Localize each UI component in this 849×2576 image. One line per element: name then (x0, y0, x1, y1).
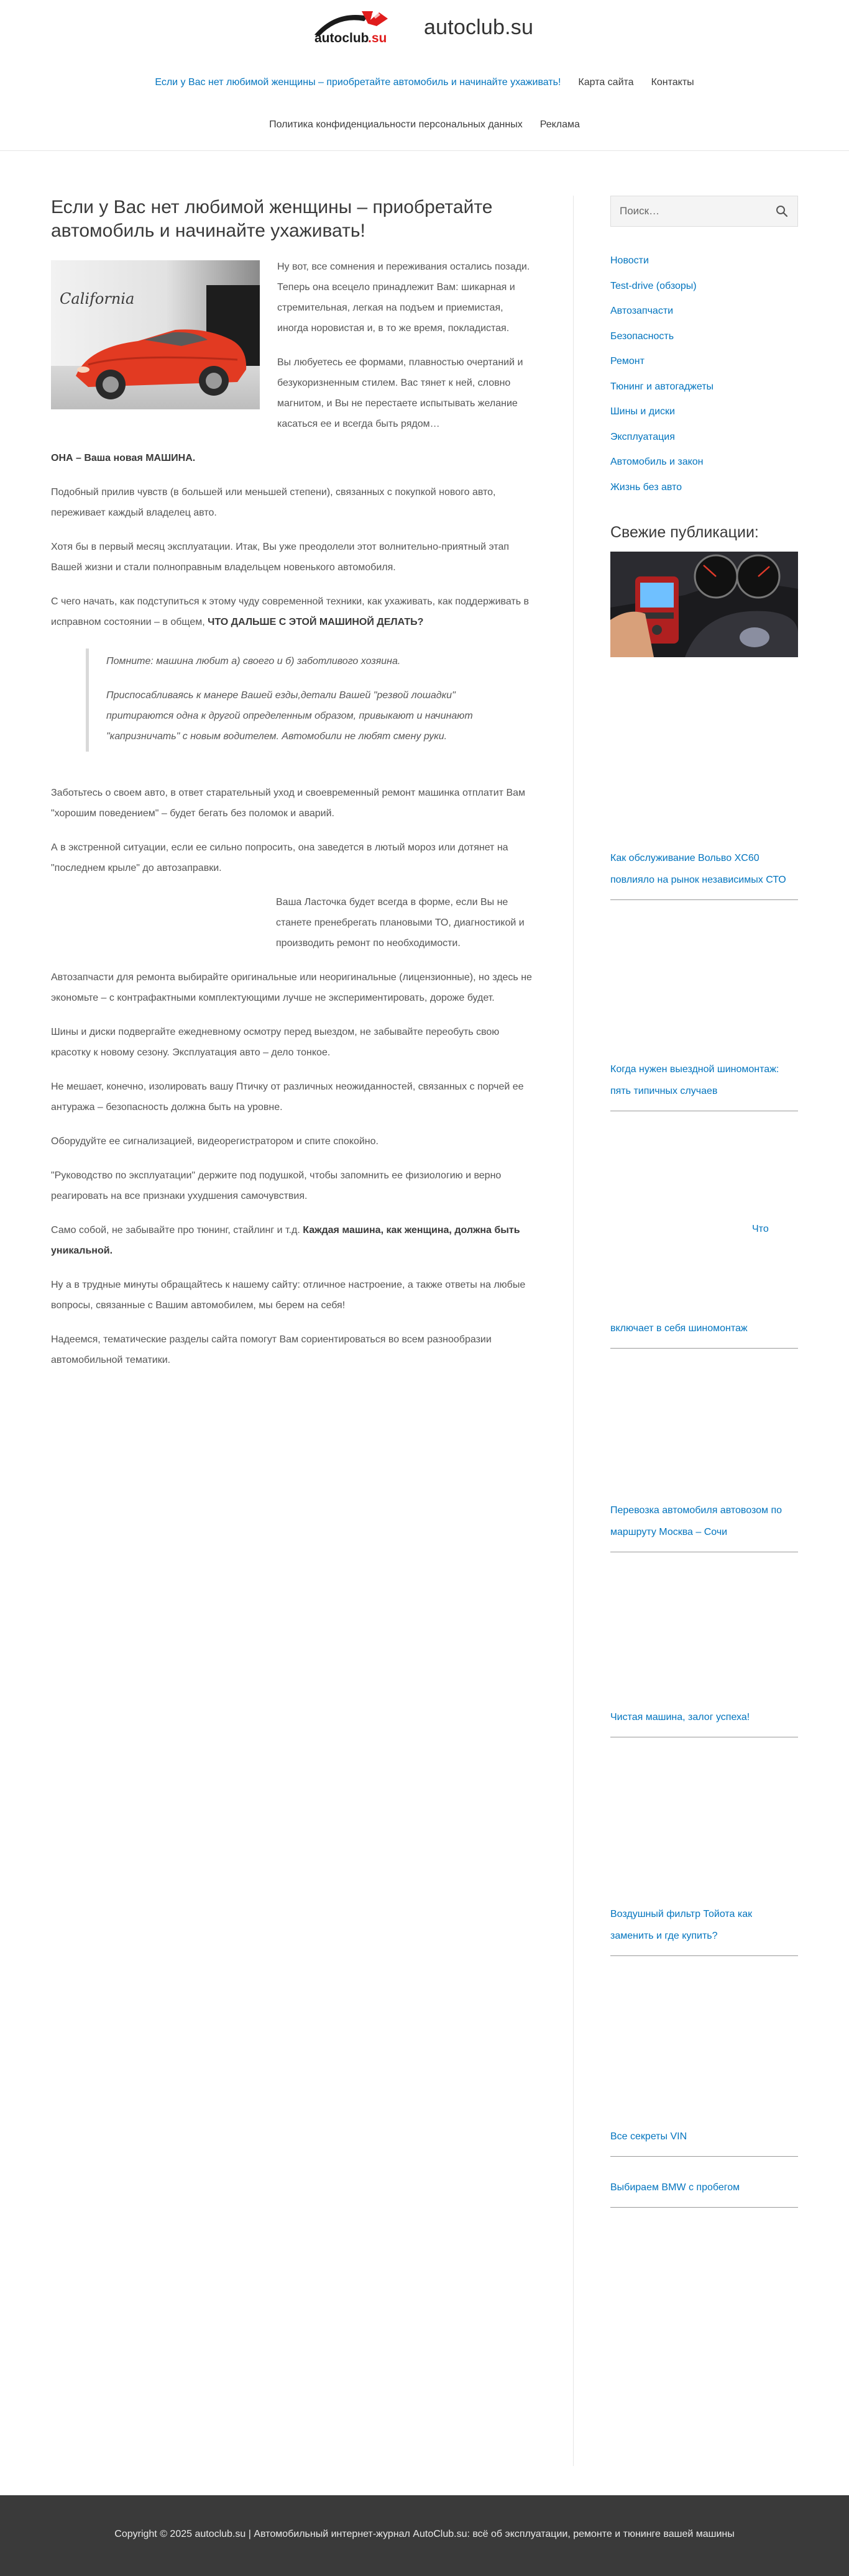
article-paragraph: Вы любуетесь ее формами, плавностью очертаний и безукоризненным стилем. Вас тянет к ней, словно магнитом, и Вы не перестаете испытывать желание касаться ее и всегда быть рядом… (277, 357, 523, 429)
category-item (610, 406, 798, 418)
article-paragraph: Хотя бы в первый месяц эксплуатации. Итак, Вы уже преодолели этот волнительно-приятный этап Вашей жизни и стали полноправным владельцем новенького автомобиля. (51, 542, 510, 573)
nav-item-contacts[interactable]: Контакты (651, 77, 694, 88)
featured-image-red-sports-car (51, 260, 260, 409)
post-divider (610, 899, 798, 900)
article-blockquote (86, 649, 536, 752)
recent-post (610, 2177, 798, 2208)
recent-post (610, 2126, 798, 2157)
primary-nav-row-2 (0, 119, 849, 130)
article-emphasis: Каждая машина, как женщина, должна быть уникальной. (51, 1225, 520, 1256)
recent-posts-title: Свежие публикации: (610, 523, 759, 541)
category-item (610, 305, 798, 317)
article-paragraph: Не мешает, конечно, изолировать вашу Птичку от различных неожиданностей, связанных с порчей ее антуража – безопасность должна быть на уровне. (51, 1081, 524, 1113)
recent-post (610, 1706, 798, 1737)
site-branding (311, 7, 533, 47)
site-logo[interactable] (311, 7, 392, 47)
category-item (610, 456, 798, 468)
article-paragraph: Ваша Ласточка будет всегда в форме, если Вы не станете пренебрегать плановыми ТО, диагностикой и производить ремонт по необходимости. (276, 897, 525, 949)
search-input[interactable] (611, 196, 771, 226)
category-link-parts[interactable]: Автозапчасти (610, 306, 674, 316)
primary-nav-row-1 (0, 77, 849, 88)
post-divider (610, 2156, 798, 2157)
recent-post-link[interactable]: Как обслуживание Вольво XC60 повлияло на рынок независимых СТО (610, 853, 786, 885)
post-thumbnail-diagnostics[interactable] (610, 552, 798, 657)
recent-post-link[interactable]: Выбираем BMW с пробегом (610, 2182, 740, 2193)
article-emphasis: ЧТО ДАЛЬШЕ С ЭТОЙ МАШИНОЙ ДЕЛАТЬ? (208, 617, 424, 627)
recent-post (610, 1218, 798, 1240)
article-paragraph: Оборудуйте ее сигнализацией, видеорегистратором и спите спокойно. (51, 1136, 379, 1147)
category-item (610, 355, 798, 368)
recent-post-link[interactable]: Когда нужен выездной шиномонтаж: пять типичных случаев (610, 1064, 779, 1096)
recent-post (610, 1058, 798, 1111)
category-item (610, 255, 798, 267)
recent-post-link[interactable]: Перевозка автомобиля автовозом по маршруту Москва – Сочи (610, 1505, 782, 1537)
search-icon[interactable] (775, 204, 789, 218)
footer-copyright: Copyright © 2025 autoclub.su | Автомобильный интернет-журнал AutoClub.su: всё об эксплуатации, ремонте и тюнинге вашей машины (114, 2529, 735, 2539)
site-header (0, 0, 849, 151)
site-title[interactable]: autoclub.su (424, 15, 534, 39)
category-link-life[interactable]: Жизнь без авто (610, 481, 682, 493)
recent-post-link[interactable]: Чистая машина, залог успеха! (610, 1712, 750, 1723)
recent-post-link[interactable]: Все секреты VIN (610, 2131, 687, 2142)
content-area (0, 151, 849, 2495)
site-footer (0, 2495, 849, 2576)
category-item (610, 381, 798, 393)
category-item (610, 481, 798, 494)
search-form (610, 196, 798, 227)
recent-post (610, 1318, 798, 1349)
category-link-safety[interactable]: Безопасность (610, 330, 674, 342)
article-text: С чего начать, как подступиться к этому чуду современной техники, как ухаживать, как поддерживать в исправном состоянии – в общем, (51, 596, 530, 627)
recent-post-link[interactable]: Воздушный фильтр Тойота как заменить и где купить? (610, 1909, 753, 1941)
article-paragraph: "Руководство по эксплуатации" держите под подушкой, чтобы запомнить ее физиологию и верно реагировать на все признаки ухудшения самочувствия. (51, 1170, 502, 1201)
sidebar-divider (573, 196, 574, 2466)
category-link-operation[interactable]: Эксплуатация (610, 431, 675, 442)
post-divider (610, 2207, 798, 2208)
category-item (610, 431, 798, 444)
category-link-news[interactable]: Новости (610, 255, 649, 266)
image-caption-text: California (60, 290, 135, 307)
article-title: Если у Вас нет любимой женщины – приобретайте автомобиль и начинайте ухаживать! (51, 197, 493, 241)
category-list (610, 255, 798, 494)
post-divider (610, 1955, 798, 1956)
recent-post (610, 1500, 798, 1552)
recent-post (610, 847, 798, 900)
recent-post (610, 1903, 798, 1956)
article-paragraph: Надеемся, тематические разделы сайта помогут Вам сориентироваться во всем разнообразии автомобильной тематики. (51, 1334, 492, 1365)
article-paragraph-highlight: ОНА – Ваша новая МАШИНА. (51, 453, 196, 463)
article-body (51, 257, 536, 1370)
post-divider (610, 1348, 798, 1349)
article-paragraph: Ну вот, все сомнения и переживания остались позади. Теперь она всецело принадлежит Вам: шикарная и стремительная, легкая на подъем и приемистая, иногда норовистая и, в то же время, покладистая. (277, 262, 530, 334)
logo-text: autoclub (314, 31, 369, 45)
category-link-test-drive[interactable]: Test-drive (обзоры) (610, 280, 697, 291)
nav-item-advertising[interactable]: Реклама (539, 119, 580, 130)
article-paragraph: Ну а в трудные минуты обращайтесь к нашему сайту: отличное настроение, а также ответы на любые вопросы, связанные с Вашим автомобилем, мы берем на себя! (51, 1280, 526, 1311)
nav-item-privacy-policy[interactable]: Политика конфиденциальности персональных данных (269, 119, 523, 130)
category-item (610, 280, 798, 293)
nav-item-sitemap[interactable]: Карта сайта (578, 77, 634, 88)
sidebar (610, 196, 798, 2193)
article-paragraph: Автозапчасти для ремонта выбирайте оригинальные или неоригинальные (лицензионные), но здесь не экономьте – с контрафактными комплектующими лучше не экспериментировать, дороже будет. (51, 972, 532, 1003)
category-link-law[interactable]: Автомобиль и закон (610, 457, 704, 467)
article-text: Само собой, не забывайте про тюнинг, стайлинг и т.д. (51, 1225, 300, 1236)
recent-post-link[interactable]: Что (752, 1224, 769, 1234)
article-paragraph (51, 591, 536, 632)
article-paragraph: Шины и диски подвергайте ежедневному осмотру перед выездом, не забывайте переобуть свою красотку к новому сезону. Эксплуатация авто – дело тонкое. (51, 1027, 500, 1058)
main-article (51, 196, 536, 1384)
article-paragraph (51, 1220, 536, 1261)
recent-post-link[interactable]: включает в себя шиномонтаж (610, 1323, 748, 1334)
category-item (610, 330, 798, 343)
article-paragraph: Подобный прилив чувств (в большей или меньшей степени), связанных с покупкой нового авто, переживает каждый владелец авто. (51, 487, 496, 518)
category-link-tuning[interactable]: Тюнинг и автогаджеты (610, 381, 714, 392)
nav-item-home-article[interactable]: Если у Вас нет любимой женщины – приобретайте автомобиль и начинайте ухаживать! (155, 77, 561, 88)
quote-line: Помните: машина любит а) своего и б) заботливого хозяина. (106, 656, 401, 667)
quote-line: Приспосабливаясь к манере Вашей езды,детали Вашей "резвой лошадки" притираются одна к другой определенным образом, привыкают и начинают "капризничать" с новым водителем. Автомобили не любят смену руки. (106, 690, 473, 742)
article-paragraph: А в экстренной ситуации, если ее сильно попросить, она заведется в лютый мороз или дотянет на "последнем крыле" до автозаправки. (51, 842, 508, 873)
category-link-repair[interactable]: Ремонт (610, 356, 645, 366)
article-paragraph: Заботьтесь о своем авто, в ответ старательный уход и своевременный ремонт машинка отплатит Вам "хорошим поведением" – будет бегать без поломок и аварий. (51, 788, 526, 819)
category-link-tires[interactable]: Шины и диски (610, 406, 675, 417)
logo-tld: .su (368, 31, 387, 45)
